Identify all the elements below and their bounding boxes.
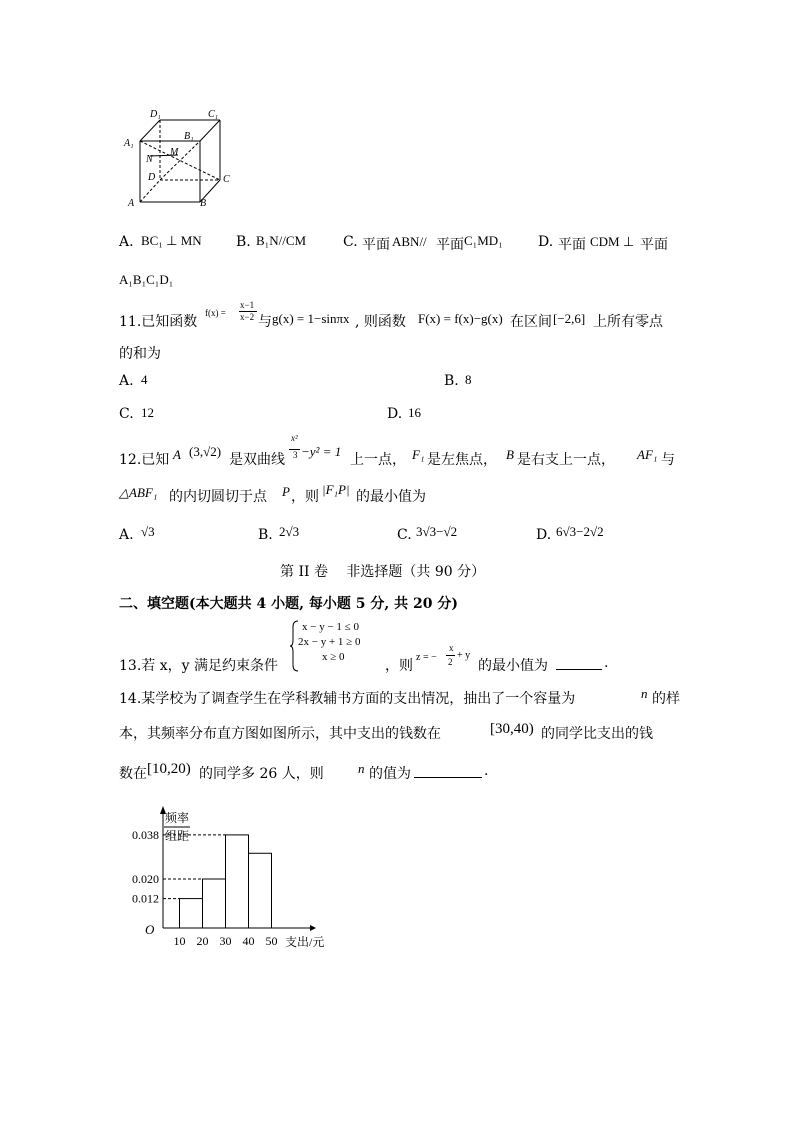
answer-blank[interactable] — [556, 655, 602, 670]
option-letter: A. — [119, 373, 134, 389]
q12-text: 的最小值为 — [356, 489, 426, 505]
option-c-pre: 平面 — [362, 237, 390, 253]
cube-label: D — [148, 172, 156, 183]
q13-constraint: x − y − 1 ≤ 0 — [302, 621, 359, 633]
q14-text: 数在 — [119, 766, 147, 782]
option-letter: A. — [119, 234, 134, 250]
option-letter: C. — [397, 527, 412, 543]
option-a-expr: BC₁ ⊥ MN — [141, 233, 202, 248]
histogram-bar — [226, 835, 249, 928]
option-c-value: 12 — [141, 405, 154, 420]
q12-triangle: △ABF₁ — [119, 485, 158, 500]
option-letter: B. — [444, 373, 459, 389]
q13-constraint: x ≥ 0 — [322, 651, 345, 663]
y-tick-label: 0.020 — [132, 872, 159, 886]
histogram-bar — [180, 899, 203, 928]
q13-text: . — [604, 655, 609, 671]
option-d-pre: 平面 — [558, 237, 586, 253]
q12-text: 12.已知 — [119, 452, 170, 468]
y-axis-label-bottom: 组距 — [165, 829, 190, 843]
q14-text: 的同学比支出的钱 — [541, 726, 653, 742]
x-tick-label: 10 — [173, 934, 186, 948]
q14-var: n — [358, 761, 365, 776]
option-letter: C. — [343, 234, 358, 250]
option-d-expr: CDM ⊥ — [590, 234, 635, 249]
q11-text: 的和为 — [119, 346, 161, 362]
x-tick-label: 20 — [196, 934, 209, 948]
q12-text: 是左焦点， — [427, 452, 497, 468]
q14-text: 的同学多 26 人，则 — [199, 766, 324, 782]
q12-text: 是右支上一点， — [517, 452, 615, 468]
q13-z-num: x — [449, 643, 454, 653]
q11-interval: [−2,6] — [553, 311, 586, 326]
option-letter: A. — [119, 527, 134, 543]
q11-g-expr: g(x) = 1−sinπx — [272, 311, 350, 326]
q13-text: 的最小值为 — [478, 658, 548, 674]
origin-label: O — [145, 922, 155, 937]
q12-x2: x² — [291, 433, 298, 443]
q13-z-den: 2 — [448, 657, 453, 667]
q12-point: (3,√2) — [189, 444, 222, 459]
q13-constraint: 2x − y + 1 ≥ 0 — [298, 636, 361, 648]
q11-text: , 则函数 — [355, 314, 406, 330]
q12-hyper: −y² = 1 — [301, 444, 342, 459]
q12-var: B — [506, 447, 514, 462]
q14-text: 本，其频率分布直方图如图所示，其中支出的钱数在 — [119, 726, 441, 742]
x-axis-label: 支出/元 — [285, 935, 325, 949]
x-axis-arrow — [310, 925, 316, 931]
q12-var: A — [173, 447, 181, 462]
q12-text: 与 — [661, 452, 675, 468]
option-d-value: 16 — [408, 405, 421, 420]
option-c-value: 3√3−√2 — [416, 524, 458, 539]
answer-blank[interactable] — [414, 763, 482, 778]
q12-text: 是双曲线 — [229, 452, 285, 468]
option-b-expr: B₁N//CM — [256, 233, 307, 248]
q11-f-num: x−1 — [240, 300, 255, 310]
option-d-value: 6√3−2√2 — [556, 524, 604, 539]
cube-label: A — [128, 198, 135, 209]
q13-z-lhs: z = − — [416, 652, 437, 663]
option-d-cont: A₁B₁C₁D₁ — [119, 272, 174, 287]
q12-text: 上一点， — [350, 452, 406, 468]
y-tick-label: 0.038 — [132, 827, 159, 842]
y-tick-label: 0.012 — [132, 891, 159, 906]
q14-interval: [10,20) — [147, 761, 191, 777]
option-b-value: 8 — [465, 372, 472, 387]
frequency-histogram — [115, 800, 355, 960]
fraction-bar — [446, 655, 455, 656]
option-c-expr: ABN// — [392, 234, 427, 249]
option-a-value: 4 — [141, 372, 148, 387]
x-tick-label: 50 — [265, 934, 278, 948]
q12-abs: |F₁P| — [322, 482, 350, 497]
option-d-post: 平面 — [640, 237, 668, 253]
q11-text: 11.已知函数 — [119, 314, 198, 330]
histogram-bar — [203, 879, 226, 928]
q14-text: 14.某学校为了调查学生在学科教辅书方面的支出情况，抽出了一个容量为 — [119, 691, 576, 707]
q13-text: 13.若 x，y 满足约束条件 — [119, 658, 278, 674]
section-title: 第 II 卷 非选择题（共 90 分） — [280, 564, 486, 580]
q14-text: 的值为 — [369, 766, 411, 782]
q14-text: 的样 — [652, 691, 680, 707]
option-letter: C. — [119, 406, 134, 422]
q11-F-expr: F(x) = f(x)−g(x) — [418, 311, 503, 326]
fraction-bar — [289, 449, 300, 450]
q14-var: n — [641, 686, 648, 701]
q12-text: ，则 — [291, 489, 319, 505]
q11-text: 在区间 — [510, 314, 552, 330]
q12-den: 3 — [293, 450, 298, 460]
q11-text: 上所有零点 — [593, 314, 663, 330]
y-axis-label-top: 频率 — [165, 811, 190, 825]
q14-text: . — [484, 763, 489, 779]
option-c-expr2: C₁MD₁ — [464, 233, 503, 248]
cube-label: D₁ — [150, 109, 161, 120]
q12-var: P — [282, 484, 290, 499]
q12-var: AF₁ — [637, 447, 658, 462]
fill-in-heading: 二、填空题(本大题共 4 小题, 每小题 5 分, 共 20 分) — [119, 596, 458, 612]
x-tick-label: 30 — [219, 934, 232, 948]
cube-label: N — [146, 154, 153, 165]
option-c-mid: 平面 — [436, 237, 464, 253]
histogram-bar — [249, 853, 272, 928]
cube-label: A₁ — [124, 138, 134, 149]
q11-f-lhs: f(x) = — [205, 308, 226, 318]
q12-var: F₁ — [412, 447, 425, 462]
q11-f-den: x−2 — [240, 312, 255, 322]
option-letter: D. — [538, 234, 554, 250]
q14-interval: [30,40) — [490, 721, 534, 737]
option-letter: B. — [258, 527, 273, 543]
x-tick-label: 40 — [242, 934, 255, 948]
q13-z-rest: + y — [457, 650, 471, 661]
cube-label: C₁ — [208, 109, 219, 120]
q13-text: ，则 — [385, 658, 413, 674]
option-letter: D. — [387, 406, 403, 422]
option-b-value: 2√3 — [279, 524, 300, 539]
option-letter: D. — [536, 527, 552, 543]
cube-figure — [120, 104, 240, 214]
cube-label: M — [170, 147, 179, 158]
option-a-value: √3 — [141, 524, 155, 539]
cube-label: B₁ — [184, 131, 194, 142]
q11-text: 与 — [258, 314, 272, 330]
cube-label: B — [200, 198, 207, 209]
cube-label: C — [223, 174, 230, 185]
q12-text: 的内切圆切于点 — [169, 489, 267, 505]
option-letter: B. — [236, 234, 251, 250]
